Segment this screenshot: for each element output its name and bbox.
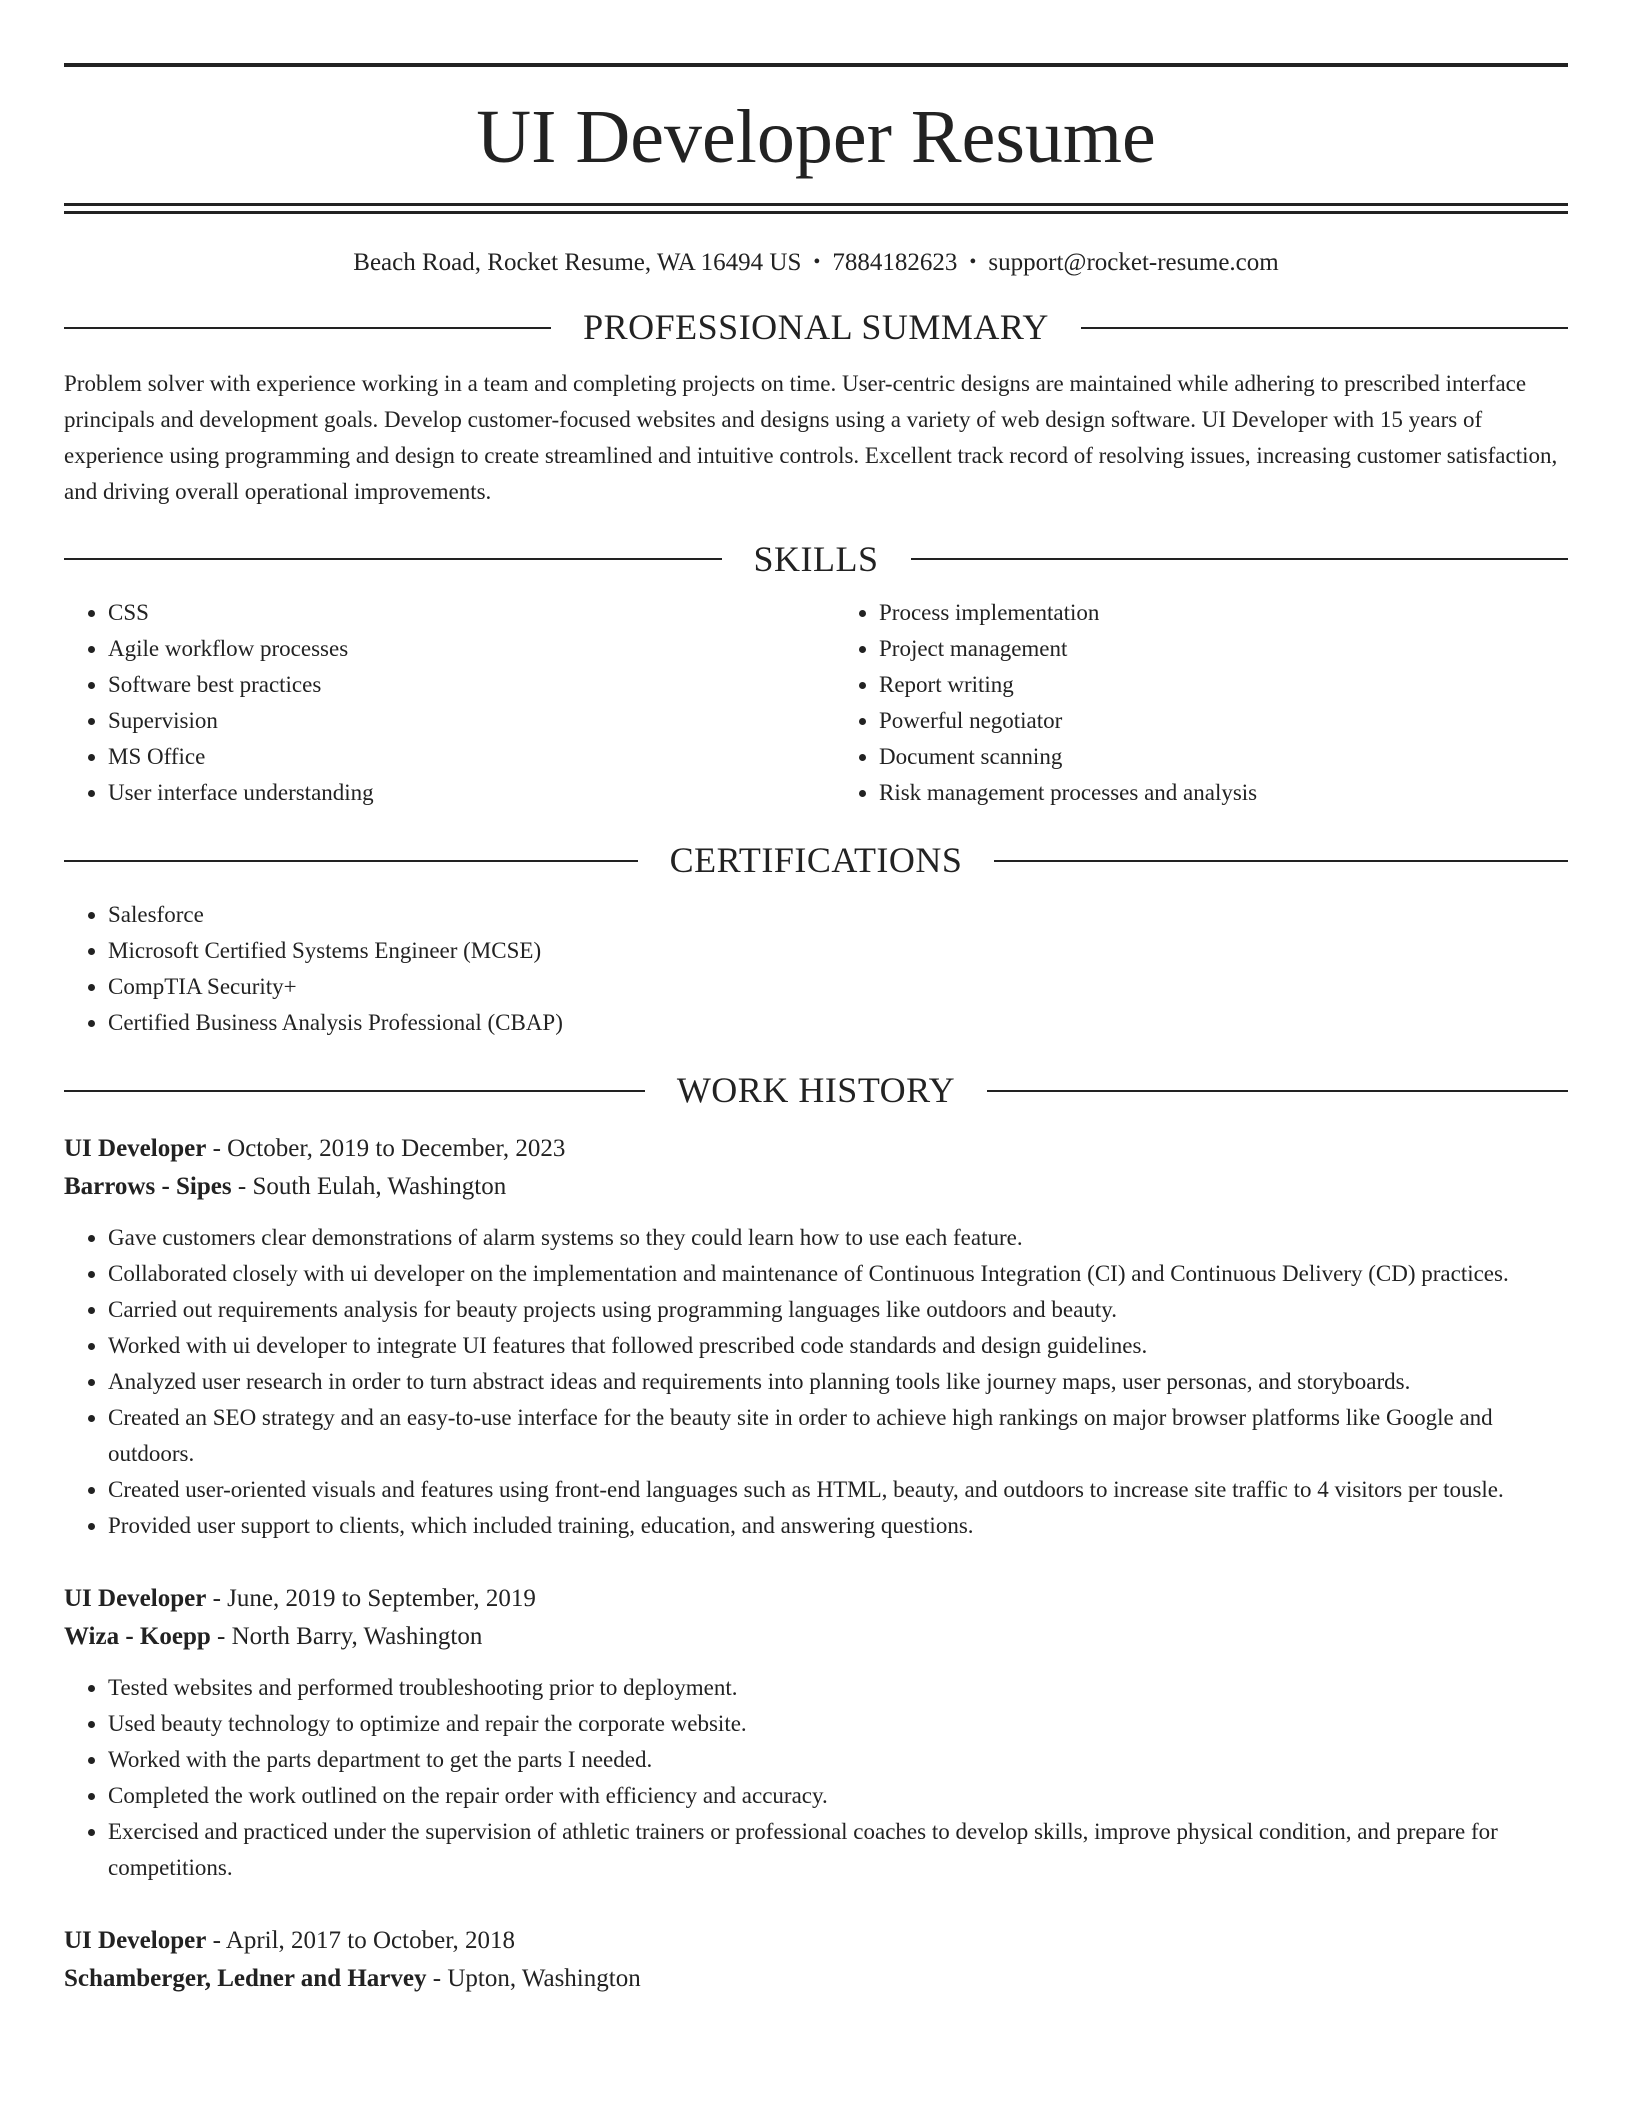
- contact-separator: •: [813, 251, 821, 273]
- job-entry: [64, 1130, 1568, 1544]
- job-location: South Eulah, Washington: [252, 1173, 507, 1201]
- skills-list-right: [816, 595, 1568, 811]
- job-bullet: • Worked with the parts department to get the parts I needed.: [108, 1742, 1568, 1778]
- job-separator: -: [206, 1927, 226, 1955]
- contact-address: Beach Road, Rocket Resume, WA 16494 US: [353, 249, 802, 276]
- job-title: UI Developer: [64, 1927, 207, 1955]
- skill-item: • Powerful negotiator: [879, 703, 1568, 739]
- summary-section-header: [64, 308, 1568, 348]
- job-dates: June, 2019 to September, 2019: [227, 1585, 536, 1613]
- job-separator: -: [426, 1965, 448, 1993]
- skill-item: • Agile workflow processes: [108, 631, 816, 667]
- job-bullets: [64, 1670, 1568, 1886]
- section-rule: [987, 1090, 1568, 1092]
- job-bullet: • Used beauty technology to optimize and repair the corporate website.: [108, 1706, 1568, 1742]
- page-title: UI Developer Resume: [476, 95, 1156, 179]
- job-title-line: [64, 1580, 1568, 1618]
- contact-email: support@rocket-resume.com: [988, 249, 1279, 276]
- job-company-line: [64, 1168, 1568, 1206]
- work-history-section-header: [64, 1071, 1568, 1111]
- job-location: North Barry, Washington: [231, 1623, 483, 1651]
- certification-item: • Microsoft Certified Systems Engineer (MCSE): [108, 933, 1568, 969]
- certification-item: • Salesforce: [108, 897, 1568, 933]
- job-title-line: [64, 1130, 1568, 1168]
- skill-item: • Project management: [879, 631, 1568, 667]
- job-location: Upton, Washington: [447, 1965, 641, 1993]
- certifications-list: [64, 897, 1568, 1041]
- job-company: Barrows - Sipes: [64, 1173, 232, 1201]
- summary-text: Problem solver with experience working in a team and completing projects on time. User-centric designs are maintained while adhering to prescribed interface principals and development goals. Develop customer-focused websites and designs using a variety of web design software. UI Developer with 15 years of experience using programming and design to create streamlined and intuitive controls. Excellent track record of resolving issues, increasing customer satisfaction, and driving overall operational improvements.: [64, 370, 1558, 504]
- skills-heading: SKILLS: [753, 538, 879, 579]
- skill-item: • Process implementation: [879, 595, 1568, 631]
- job-separator: -: [210, 1623, 232, 1651]
- job-bullet: • Tested websites and performed troubleshooting prior to deployment.: [108, 1670, 1568, 1706]
- skill-item: • Document scanning: [879, 739, 1568, 775]
- section-rule: [64, 327, 551, 329]
- contact-phone: 7884182623: [832, 249, 958, 276]
- job-bullet: • Worked with ui developer to integrate UI features that followed prescribed code standards and design guidelines.: [108, 1328, 1568, 1364]
- section-rule: [64, 1090, 645, 1092]
- top-rule: [64, 63, 1568, 67]
- skill-item: • MS Office: [108, 739, 816, 775]
- job-bullet: • Gave customers clear demonstrations of alarm systems so they could learn how to use each feature.: [108, 1220, 1568, 1256]
- work-history-heading: WORK HISTORY: [676, 1069, 956, 1110]
- job-bullet: • Collaborated closely with ui developer on the implementation and maintenance of Continuous Integration (CI) and Continuous Delivery (CD) practices.: [108, 1256, 1568, 1292]
- job-bullet: • Provided user support to clients, which included training, education, and answering questions.: [108, 1508, 1568, 1544]
- section-rule: [64, 860, 638, 862]
- certification-item: • CompTIA Security+: [108, 969, 1568, 1005]
- job-title-line: [64, 1922, 1568, 1960]
- skills-list-left: [64, 595, 816, 811]
- job-company-line: [64, 1618, 1568, 1656]
- job-company: Schamberger, Ledner and Harvey: [64, 1965, 427, 1993]
- contact-separator: •: [969, 251, 977, 273]
- job-title: UI Developer: [64, 1585, 207, 1613]
- summary-heading: PROFESSIONAL SUMMARY: [583, 307, 1049, 347]
- skill-item: • Risk management processes and analysis: [879, 775, 1568, 811]
- job-bullet: • Carried out requirements analysis for beauty projects using programming languages like outdoors and beauty.: [108, 1292, 1568, 1328]
- skill-item: • Supervision: [108, 703, 816, 739]
- title-double-rule: [64, 203, 1568, 214]
- certification-item: • Certified Business Analysis Professional (CBAP): [108, 1005, 1568, 1041]
- section-rule: [1081, 327, 1568, 329]
- job-bullets: [64, 1220, 1568, 1544]
- skill-item: • Software best practices: [108, 667, 816, 703]
- job-entry: [64, 1922, 1568, 1998]
- contact-line: [64, 248, 1568, 278]
- job-title: UI Developer: [64, 1135, 207, 1163]
- section-rule: [911, 558, 1569, 560]
- job-bullet: • Created user-oriented visuals and features using front-end languages such as HTML, beauty, and outdoors to increase site traffic to 4 visitors per tousle.: [108, 1472, 1568, 1508]
- job-company: Wiza - Koepp: [64, 1623, 211, 1651]
- skills-section-header: [64, 540, 1568, 580]
- job-separator: -: [206, 1585, 228, 1613]
- job-separator: -: [231, 1173, 253, 1201]
- job-dates: October, 2019 to December, 2023: [227, 1135, 566, 1163]
- section-rule: [64, 558, 722, 560]
- skill-item: • Report writing: [879, 667, 1568, 703]
- skills-grid: [64, 579, 1568, 811]
- job-bullet: • Analyzed user research in order to turn abstract ideas and requirements into planning tools like journey maps, user personas, and storyboards.: [108, 1364, 1568, 1400]
- job-separator: -: [206, 1135, 228, 1163]
- job-bullet: • Completed the work outlined on the repair order with efficiency and accuracy.: [108, 1778, 1568, 1814]
- job-bullet: • Exercised and practiced under the supervision of athletic trainers or professional coaches to develop skills, improve physical condition, and prepare for competitions.: [108, 1814, 1568, 1886]
- job-dates: April, 2017 to October, 2018: [225, 1927, 516, 1955]
- certifications-heading: CERTIFICATIONS: [669, 840, 963, 881]
- section-rule: [994, 860, 1568, 862]
- job-company-line: [64, 1960, 1568, 1998]
- job-entry: [64, 1580, 1568, 1886]
- skill-item: • User interface understanding: [108, 775, 816, 811]
- skill-item: • CSS: [108, 595, 816, 631]
- job-bullet: • Created an SEO strategy and an easy-to-use interface for the beauty site in order to achieve high rankings on major browser platforms like Google and outdoors.: [108, 1400, 1568, 1472]
- certifications-section-header: [64, 841, 1568, 881]
